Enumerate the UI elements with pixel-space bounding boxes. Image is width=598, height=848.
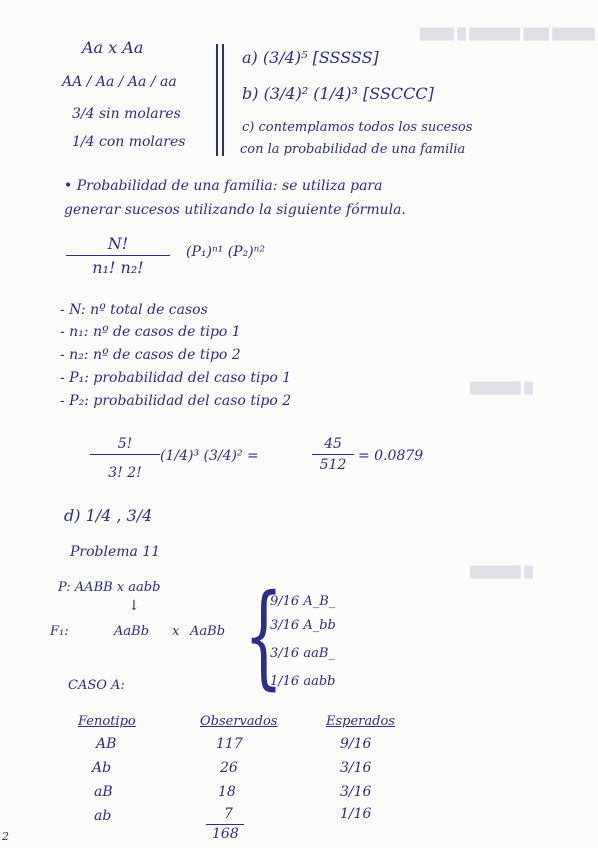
calc-fraction [90, 436, 160, 481]
con-molares-text: 1/4 con molares [72, 134, 186, 150]
table-cell-esperados: 9/16 [340, 736, 372, 752]
table-header-fenotipo: Fenotipo [78, 714, 136, 729]
table-header-observados: Observados [200, 714, 278, 729]
table-cell-fenotipo: aB [94, 784, 113, 800]
separator-line [216, 44, 218, 156]
sin-molares-text: 3/4 sin molares [72, 106, 181, 122]
calc-result-denominator: 512 [319, 457, 347, 473]
calc-probabilities: (1/4)³ (3/4)² = [160, 448, 259, 464]
separator-line [222, 44, 224, 156]
table-cell-observados: 117 [216, 736, 243, 752]
genotypes-text: AA / Aa / Aa / aa [62, 74, 177, 90]
brace-symbol: { [244, 571, 284, 701]
answer-b: b) (3/4)² (1/4)³ [SSCCC] [242, 84, 434, 103]
bleed-through-text: ██████ █ [470, 382, 533, 395]
table-header-esperados: Esperados [326, 714, 395, 729]
calc-numerator: 5! [117, 436, 133, 452]
intro-line1: • Probabilidad de una familia: se utiliza para [64, 178, 383, 194]
table-cell-observados: 18 [218, 784, 236, 800]
calc-decimal-result: = 0.0879 [358, 448, 424, 464]
cross-text: Aa x Aa [82, 38, 144, 57]
table-cell-esperados: 1/16 [340, 806, 372, 822]
f1-genotype: AaBb [114, 624, 150, 639]
ratio-item: 3/16 aaB_ [270, 646, 335, 661]
answer-d: d) 1/4 , 3/4 [64, 506, 153, 525]
bleed-through-text: ██████ █ [470, 566, 533, 579]
table-cell-esperados: 3/16 [340, 760, 372, 776]
page-number: 2 [2, 830, 9, 843]
fraction-bar [312, 454, 354, 455]
table-cell-fenotipo: ab [94, 808, 112, 824]
ratio-item: 9/16 A_B_ [270, 594, 336, 609]
definition-item: - P₁: probabilidad del caso tipo 1 [60, 370, 292, 386]
f1-genotype: AaBb [190, 624, 226, 639]
answer-c-line2: con la probabilidad de una familia [240, 142, 466, 157]
definition-item: - n₂: nº de casos de tipo 2 [60, 347, 241, 363]
answer-c-line1: c) contemplamos todos los sucesos [242, 120, 473, 135]
table-cell-observados: 26 [220, 760, 238, 776]
ratio-item: 1/16 aabb [270, 674, 336, 689]
intro-line2: generar sucesos utilizando la siguiente fórmula. [64, 202, 406, 218]
definition-item: - n₁: nº de casos de tipo 1 [60, 324, 241, 340]
parental-cross: P: AABB x aabb [58, 580, 161, 595]
formula-fraction [66, 234, 170, 277]
fraction-bar [66, 255, 170, 256]
fraction-bar [90, 454, 160, 455]
answer-a: a) (3/4)⁵ [SSSSS] [242, 48, 379, 67]
caso-a-label: CASO A: [68, 678, 125, 693]
calc-result-fraction [312, 436, 354, 473]
table-total: 168 [212, 826, 239, 842]
formula-denominator: n₁! n₂! [92, 258, 144, 277]
formula-probabilities: (P₁)ⁿ¹ (P₂)ⁿ² [186, 244, 265, 260]
definition-item: - N: nº total de casos [60, 302, 208, 318]
formula-numerator: N! [107, 234, 129, 253]
table-cell-fenotipo: AB [96, 736, 117, 752]
table-cell-esperados: 3/16 [340, 784, 372, 800]
table-cell-fenotipo: Ab [92, 760, 112, 776]
calc-denominator: 3! 2! [108, 465, 142, 481]
calc-result-numerator: 45 [324, 436, 342, 452]
problem-title: Problema 11 [70, 544, 161, 560]
definition-item: - P₂: probabilidad del caso tipo 2 [60, 393, 292, 409]
bleed-through-text: ████ █ ██████ ███ █████ [420, 28, 595, 41]
f1-label: F₁: [50, 624, 69, 639]
ratio-item: 3/16 A_bb [270, 618, 336, 633]
f1-cross-symbol: x [172, 624, 180, 639]
arrow-down-icon: ↓ [128, 598, 140, 614]
table-cell-observados: 7 [224, 806, 233, 822]
